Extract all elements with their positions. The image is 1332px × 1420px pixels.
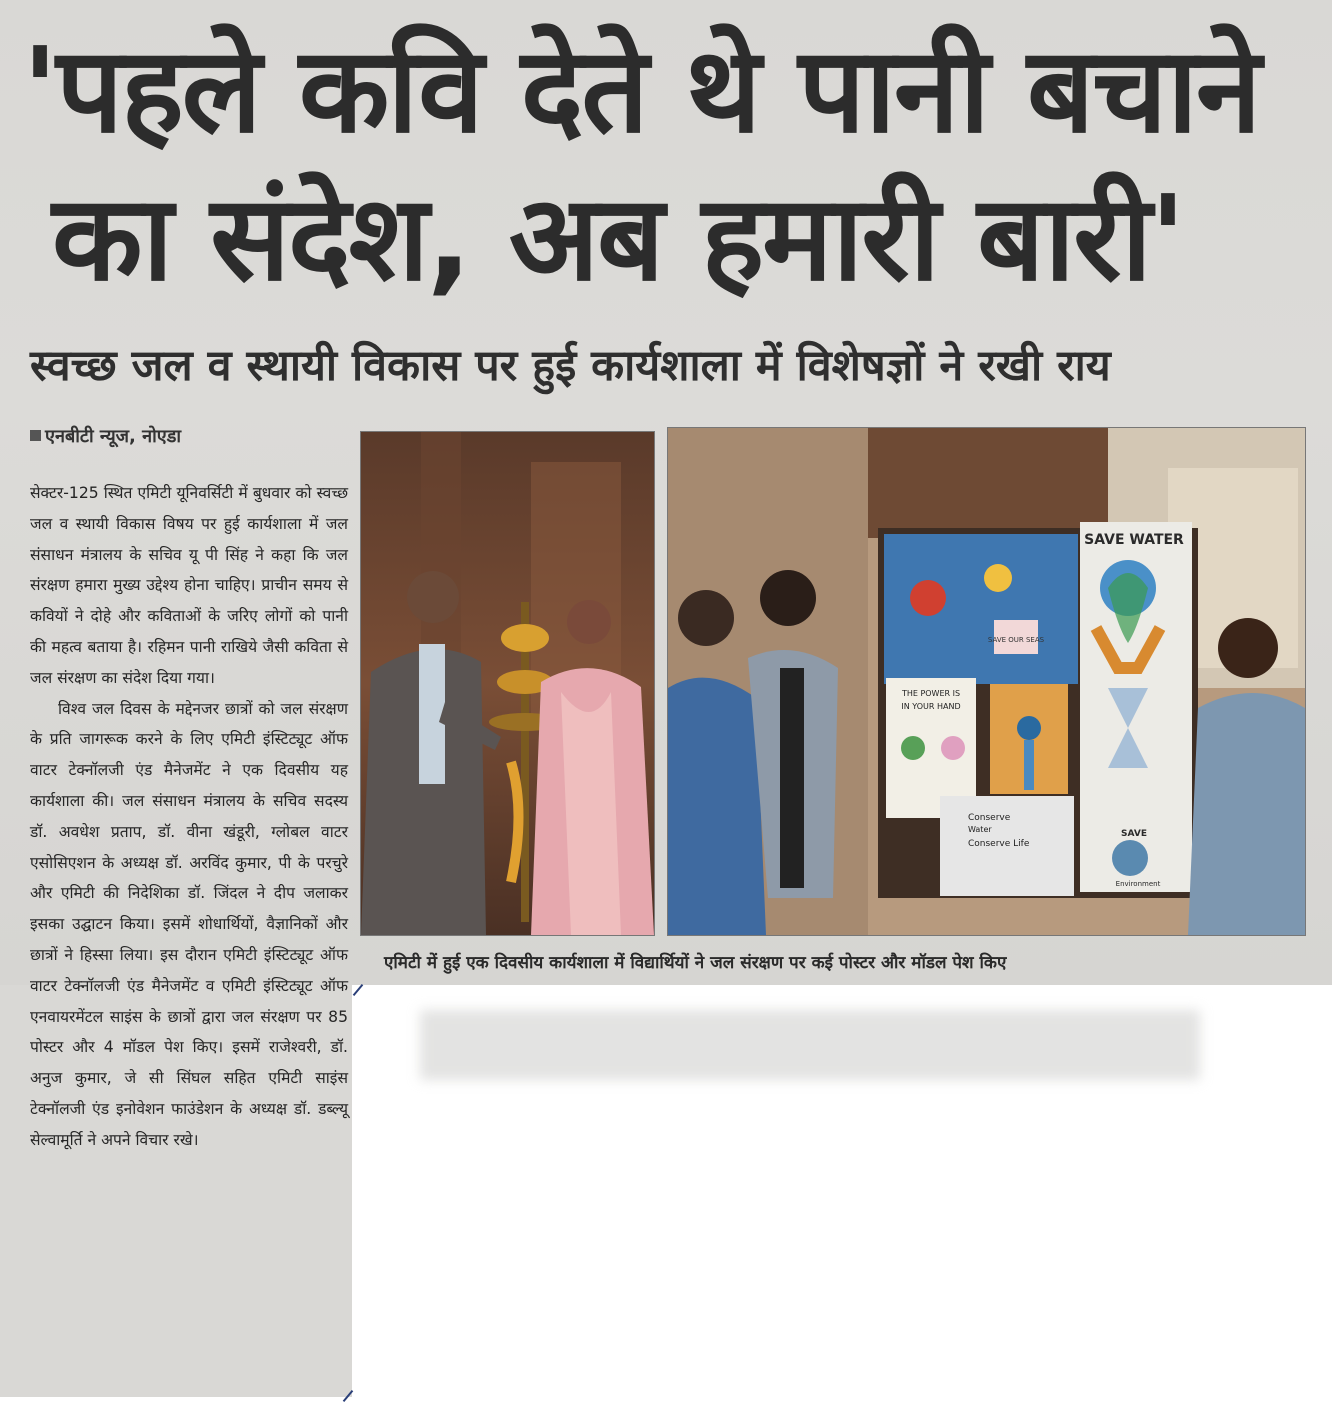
poster-conserve-life: Conserve Life (968, 839, 1030, 849)
byline (30, 424, 181, 448)
poster-conserve: Conserve (968, 813, 1011, 823)
photo-poster-exhibition (667, 427, 1306, 936)
poster-power-is: THE POWER IS (901, 689, 961, 698)
article-paragraph: सेक्टर-125 स्थित एमिटी यूनिवर्सिटी में बुधवार को स्वच्छ जल व स्थायी विकास विषय पर हुई कार्यशाला में जल संसाधन मंत्रालय के सचिव यू पी सिंह ने कहा कि जल संरक्षण हमारा मुख्य उद्देश्य होना चाहिए। प्राचीन समय से कवियों ने दोहे और कविताओं के जरिए लोगों को पानी की महत्व बताया है। रहिमन पानी राखिये जैसी कविता से जल संरक्षण का संदेश दिया गया। (30, 484, 348, 687)
poster-in-your-hand: IN YOUR HAND (901, 702, 961, 711)
poster-save: SAVE (1121, 829, 1147, 839)
article-body (30, 478, 348, 1156)
poster-save-water: SAVE WATER (1084, 532, 1184, 548)
byline-text: एनबीटी न्यूज, नोएडा (45, 426, 181, 447)
headline-line-2: का संदेश, अब हमारी बारी' (52, 169, 1185, 307)
poster-water: Water (968, 825, 992, 834)
bullet-square-icon (30, 430, 41, 441)
bleed-through-shadow (420, 1010, 1200, 1080)
photo-lamp-lighting (360, 431, 655, 936)
poster-save-our-seas: SAVE OUR SEAS (987, 636, 1045, 644)
lamp-lighting-image (361, 432, 654, 935)
poster-exhibition-image (668, 428, 1305, 935)
pen-tick-mark (353, 984, 364, 996)
photo-caption: एमिटी में हुई एक दिवसीय कार्यशाला में विद्यार्थियों ने जल संरक्षण पर कई पोस्टर और मॉडल पेश किए (384, 953, 1007, 973)
poster-environment: Environment (1115, 880, 1161, 888)
article-paragraph: विश्व जल दिवस के मद्देनजर छात्रों को जल संरक्षण के प्रति जागरूक करने के लिए एमिटी इंस्टिट्यूट ऑफ वाटर टेक्नॉलजी एंड मैनेजमेंट ने एक दिवसीय यह कार्यशाला की। जल संसाधन मंत्रालय के सचिव सदस्य डॉ. अवधेश प्रताप, डॉ. वीना खंडूरी, ग्लोबल वाटर एसोसिएशन के अध्यक्ष डॉ. अरविंद कुमार, पी के परचुरे और एमिटी की निदेशिका डॉ. जिंदल ने दीप जलाकर इसका उद्घाटन किया। इसमें शोधार्थियों, वैज्ञानिकों और छात्रों ने हिस्सा लिया। इस दौरान एमिटी इंस्टिट्यूट ऑफ वाटर टेक्नॉलजी एंड मैनेजमेंट व एमिटी इंस्टिट्यूट ऑफ एनवायरमेंटल साइंस के छात्रों द्वारा जल संरक्षण पर 85 पोस्टर और 4 मॉडल पेश किए। इसमें राजेश्वरी, डॉ. अनुज कुमार, जे सी सिंघल सहित एमिटी साइंस टेक्नॉलजी एंड इनोवेशन फाउंडेशन के अध्यक्ष डॉ. डब्ल्यू सेल्वामूर्ति ने अपने विचार रखे। (30, 699, 348, 1149)
headline (22, 16, 1312, 312)
subheadline: स्वच्छ जल व स्थायी विकास पर हुई कार्यशाला में विशेषज्ञों ने रखी राय (30, 341, 1111, 391)
headline-line-1: 'पहले कवि देते थे पानी बचाने (22, 21, 1260, 159)
